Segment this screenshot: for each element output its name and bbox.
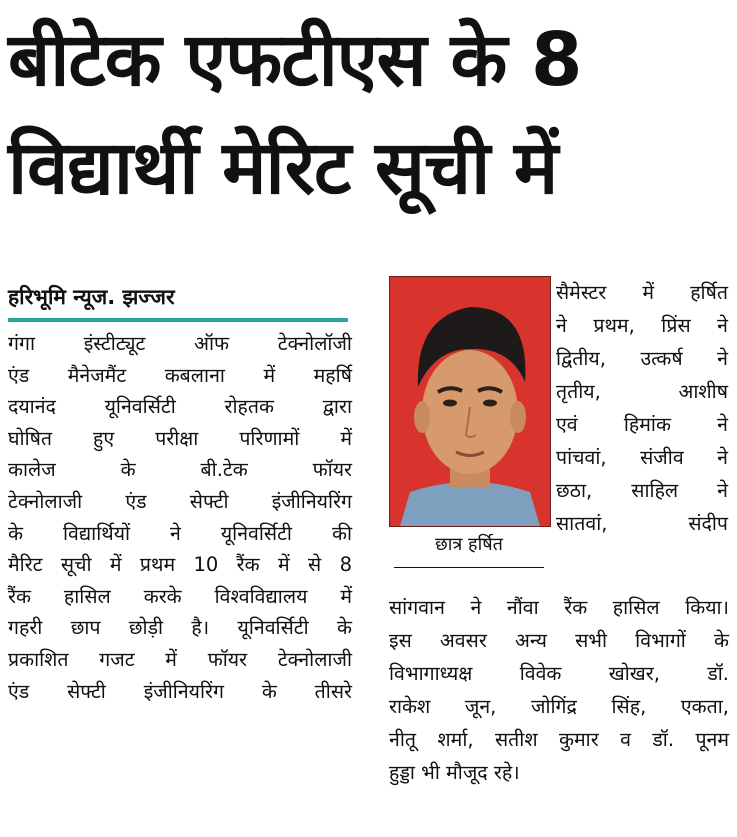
body-line: पांचवां, संजीव ने (556, 446, 728, 469)
body-line: मैरिट सूची में प्रथम 10 रैंक में से 8 (8, 553, 352, 577)
portrait-illustration (390, 277, 550, 526)
body-line: ने प्रथम, प्रिंस ने (556, 314, 728, 337)
body-line: राकेश जून, जोगिंद्र सिंह, एकता, (389, 695, 729, 718)
body-line: एंड मैनेजमैंट कबलाना में महर्षि (8, 363, 352, 387)
body-line: द्वितीय, उत्कर्ष ने (556, 347, 728, 370)
student-photo (389, 276, 551, 527)
body-line: नीतू शर्मा, सतीश कुमार व डॉ. पूनम (389, 728, 729, 751)
caption-rule (394, 567, 544, 568)
body-line: विभागाध्यक्ष विवेक खोखर, डॉ. (389, 662, 729, 685)
body-line: एंड सेफ्टी इंजीनियरिंग के तीसरे (8, 679, 352, 703)
body-line: छठा, साहिल ने (556, 479, 728, 502)
body-line: सैमेस्टर में हर्षित (556, 281, 728, 304)
left-column (8, 328, 352, 707)
headline (8, 6, 730, 222)
body-line: टेक्नोलाजी एंड सेफ्टी इंजीनियरिंग (8, 489, 352, 513)
body-line: तृतीय, आशीष (556, 380, 728, 403)
body-line: कालेज के बी.टेक फॉयर (8, 458, 352, 482)
byline: हरिभूमि न्यूज. झज्जर (8, 285, 175, 309)
body-line: दयानंद यूनिवर्सिटी रोहतक द्वारा (8, 395, 352, 419)
body-line: इस अवसर अन्य सभी विभागों के (389, 629, 729, 652)
headline-line-2: विद्यार्थी मेरिट सूची में (8, 125, 558, 211)
body-line: गहरी छाप छोड़ी है। यूनिवर्सिटी के (8, 616, 352, 640)
body-line: सातवां, संदीप (556, 512, 728, 535)
right-column-top (556, 276, 728, 540)
right-column-bottom (389, 591, 729, 789)
body-line: प्रकाशित गजट में फॉयर टेक्नोलाजी (8, 647, 352, 671)
body-line: हुड्डा भी मौजूद रहे। (389, 761, 520, 784)
body-line: रैंक हासिल करके विश्वविद्यालय में (8, 584, 352, 608)
body-line: एवं हिमांक ने (556, 413, 728, 436)
byline-rule (8, 318, 348, 322)
body-line: के विद्यार्थियों ने यूनिवर्सिटी की (8, 521, 352, 545)
body-line: सांगवान ने नौंवा रैंक हासिल किया। (389, 596, 729, 619)
body-line: गंगा इंस्टीट्यूट ऑफ टेक्नोलॉजी (8, 332, 352, 355)
headline-line-1: बीटेक एफटीएस के 8 (8, 17, 582, 103)
body-line: घोषित हुए परीक्षा परिणामों में (8, 426, 352, 450)
photo-caption: छात्र हर्षित (435, 534, 503, 555)
